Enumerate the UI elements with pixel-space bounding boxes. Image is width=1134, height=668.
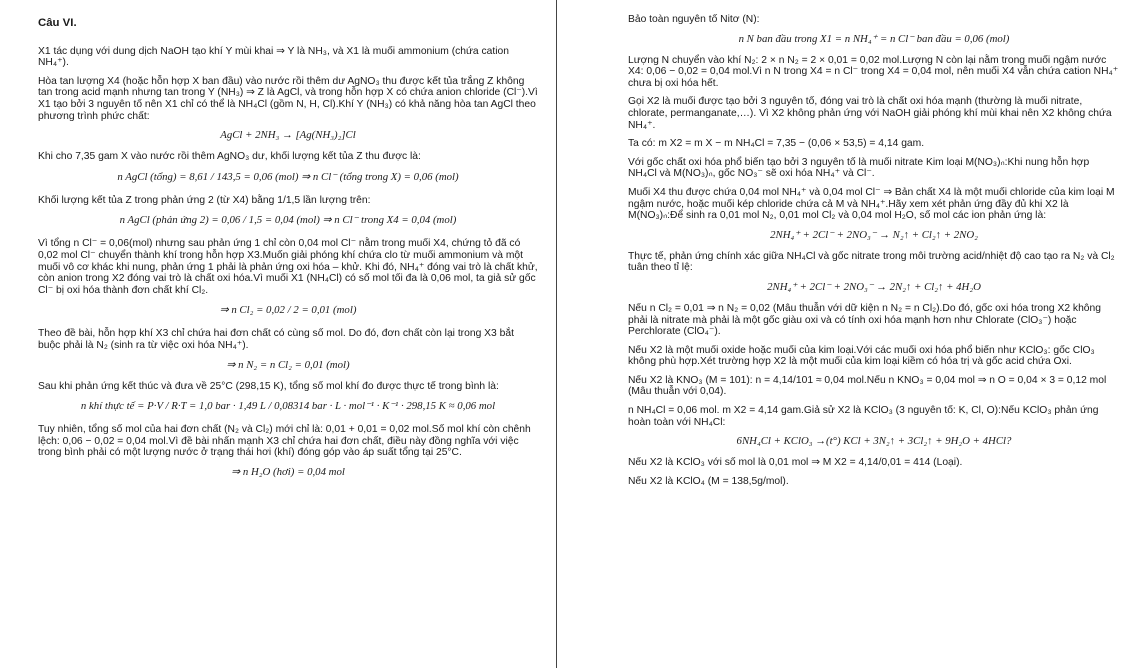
paragraph: Với gốc chất oxi hóa phổ biến tạo bởi 3 nguyên tố là muối nitrate Kim loại M(NO₃)ₙ:Khi nung hỗn hợp NH₄Cl và M(NO₃)ₙ, gốc NO₃⁻ sẽ oxi hóa NH₄⁺ và Cl⁻.	[628, 156, 1090, 180]
left-column	[0, 0, 556, 668]
paragraph: Gọi X2 là muối được tạo bởi 3 nguyên tố, đóng vai trò là chất oxi hóa mạnh (thường là muối nitrate, chlorate, permanganate,…). Vì X2 không phản ứng với NaOH giải phóng khí mùi khai nên X2 không chứa NH₄⁺.	[628, 96, 1112, 131]
equation: ⇒ n H₂O (hơi) = 0,04 mol	[231, 465, 345, 478]
paragraph: Khi cho 7,35 gam X vào nước rồi thêm AgNO₃ dư, khối lượng kết tủa Z thu được là:	[38, 151, 421, 163]
equation: 6NH₄Cl + KClO₃ →(t°) KCl + 3N₂↑ + 3Cl₂↑ + 9H₂O + 4HCl?	[736, 435, 1012, 448]
paragraph: Ta có: m X2 = m X − m NH₄Cl = 7,35 − (0,06 × 53,5) = 4,14 gam.	[628, 138, 925, 150]
paragraph: Nếu X2 là KClO₄ (M = 138,5g/mol).	[628, 475, 789, 487]
paragraph: X1 tác dụng với dung dịch NaOH tạo khí Y mùi khai ⇒ Y là NH₃, và X1 là muối ammonium (chứa cation NH₄⁺).	[38, 45, 509, 69]
section-heading: Câu VI.	[38, 17, 77, 29]
equation: n khí thực tế = P·V / R·T = 1,0 bar · 1,49 L / 0,08314 bar · L · mol⁻¹ · K⁻¹ · 298,15 K ≈ 0,06 mol	[80, 400, 496, 413]
equation: 2NH₄⁺ + 2Cl⁻ + 2NO₃⁻ → 2N₂↑ + Cl₂↑ + 4H₂O	[767, 280, 981, 293]
paragraph: Khối lượng kết tủa Z trong phản ứng 2 (từ X4) bằng 1/1,5 lần lượng trên:	[38, 194, 371, 206]
column-divider	[556, 0, 557, 668]
paragraph: Hòa tan lượng X4 (hoặc hỗn hợp X ban đầu) vào nước rồi thêm dư AgNO₃ thu được kết tủa trắng Z không tan trong acid mạnh nhưng tan trong Y (NH₃) ⇒ Z là AgCl, và trong hỗn hợp X có chứa anion chloride (Cl⁻).Vì X1 tạo bởi 3 nguyên tố nên X1 chỉ có thể là NH₄Cl (gồm N, H, Cl).Khí Y (NH₃) có khả năng hòa tan AgCl theo phương trình phức chất:	[38, 75, 538, 122]
right-column	[558, 0, 1134, 668]
paragraph: n NH₄Cl = 0,06 mol. m X2 = 4,14 gam.Giả sử X2 là KClO₃ (3 nguyên tố: K, Cl, O):Nếu KClO₃ phản ứng hoàn toàn với NH₄Cl:	[628, 405, 1099, 428]
paragraph: Thực tế, phản ứng chính xác giữa NH₄Cl và gốc nitrate trong môi trường acid/nhiệt độ cao tạo ra N₂ và Cl₂ tuân theo tỉ lệ:	[628, 250, 1115, 274]
paragraph: Vì tổng n Cl⁻ = 0,06(mol) nhưng sau phản ứng 1 chỉ còn 0,04 mol Cl⁻ nằm trong muối X4, chứng tỏ đã có 0,02 mol Cl⁻ chuyển thành khí trong hỗn hợp X3.Muốn giải phóng khí chứa clo từ muối ammonium và một muối vô cơ khác khi nung, phản ứng 1 phải là phản ứng oxi hóa – khử. Khi đó, NH₄⁺ đóng vai trò là chất khử, còn anion trong X2 đóng vai trò là chất oxi hóa.Vì muối X1 (NH₄Cl) có số mol tối đa là 0,06 mol, ta giả sử gốc Cl⁻ bị oxi hóa thành đơn chất khí Cl₂.	[38, 238, 538, 296]
equation: ⇒ n Cl₂ = 0,02 / 2 = 0,01 (mol)	[219, 304, 357, 317]
paragraph: Lượng N chuyển vào khí N₂: 2 × n N₂ = 2 × 0,01 = 0,02 mol.Lượng N còn lại nằm trong muối ngậm nước X4: 0,06 − 0,02 = 0,04 mol.Vì n N trong X4 = n Cl⁻ trong X4 = 0,04 mol, nên muối X4 vẫn chứa cation NH₄⁺ chưa bị oxi hóa hết.	[628, 54, 1119, 89]
equation: n AgCl (tổng) = 8,61 / 143,5 = 0,06 (mol) ⇒ n Cl⁻ (tổng trong X) = 0,06 (mol)	[117, 170, 459, 183]
paragraph: Sau khi phản ứng kết thúc và đưa về 25°C (298,15 K), tổng số mol khí đo được thực tế trong bình là:	[38, 380, 499, 392]
paragraph: Muối X4 thu được chứa 0,04 mol NH₄⁺ và 0,04 mol Cl⁻ ⇒ Bản chất X4 là một muối chloride của kim loại M ngậm nước, hoặc muối kép chloride chứa cả M và NH₄⁺.Hãy xem xét phản ứng đầy đủ khi X2 là M(NO₃)ₙ:Để sinh ra 0,01 mol N₂, 0,01 mol Cl₂ và 0,04 mol H₂O, số mol các ion phản ứng là:	[628, 186, 1115, 222]
paragraph: Nếu n Cl₂ = 0,01 ⇒ n N₂ = 0,02 (Mâu thuẫn với dữ kiện n N₂ = n Cl₂).Do đó, gốc oxi hóa trong X2 không phải là nitrate mà phải là một gốc giàu oxi và có tính oxi hóa mạnh hơn như Chlorate (ClO₃⁻) hoặc Perchlorate (ClO₄⁻).	[628, 302, 1101, 338]
equation: 2NH₄⁺ + 2Cl⁻ + 2NO₃⁻ → N₂↑ + Cl₂↑ + 2NO₂	[770, 228, 978, 241]
equation: n AgCl (phản ứng 2) = 0,06 / 1,5 = 0,04 (mol) ⇒ n Cl⁻ trong X4 = 0,04 (mol)	[119, 214, 457, 227]
paragraph: Nếu X2 là KClO₃ với số mol là 0,01 mol ⇒ M X2 = 4,14/0,01 = 414 (Loại).	[628, 457, 963, 469]
equation: AgCl + 2NH₃ → [Ag(NH₃)₂]Cl	[220, 129, 356, 142]
paragraph: Nếu X2 là một muối oxide hoặc muối của kim loại.Với các muối oxi hóa phổ biến như KClO₃: gốc ClO₃ không phù hợp.Xét trường hợp X2 là một muối của kim loại kiềm có hóa trị và gốc acid chứa Oxi.	[628, 344, 1095, 368]
equation: n N ban đầu trong X1 = n NH₄⁺ = n Cl⁻ ban đầu = 0,06 (mol)	[738, 32, 1010, 45]
paragraph: Tuy nhiên, tổng số mol của hai đơn chất (N₂ và Cl₂) mới chỉ là: 0,01 + 0,01 = 0,02 mol.Số mol khí còn chênh lệch: 0,06 − 0,02 = 0,04 mol.Vì đề bài nhấn mạnh X3 chỉ chứa hai đơn chất, điều này đồng nghĩa với việc trong bình phải có một lượng nước ở trạng thái hơi (khí) đóng góp vào áp suất tổng tại 25°C.	[38, 424, 531, 459]
paragraph: Bảo toàn nguyên tố Nitơ (N):	[628, 14, 760, 25]
paragraph: Nếu X2 là KNO₃ (M = 101): n = 4,14/101 ≈ 0,04 mol.Nếu n KNO₃ = 0,04 mol ⇒ n O = 0,04 × 3 = 0,12 mol (Mâu thuẫn với 0,04).	[628, 374, 1107, 398]
equation: ⇒ n N₂ = n Cl₂ = 0,01 (mol)	[226, 358, 350, 371]
paragraph: Theo đề bài, hỗn hợp khí X3 chỉ chứa hai đơn chất có cùng số mol. Do đó, đơn chất còn lại trong X3 bắt buộc phải là N₂ (sinh ra từ việc oxi hóa NH₄⁺).	[38, 328, 514, 351]
